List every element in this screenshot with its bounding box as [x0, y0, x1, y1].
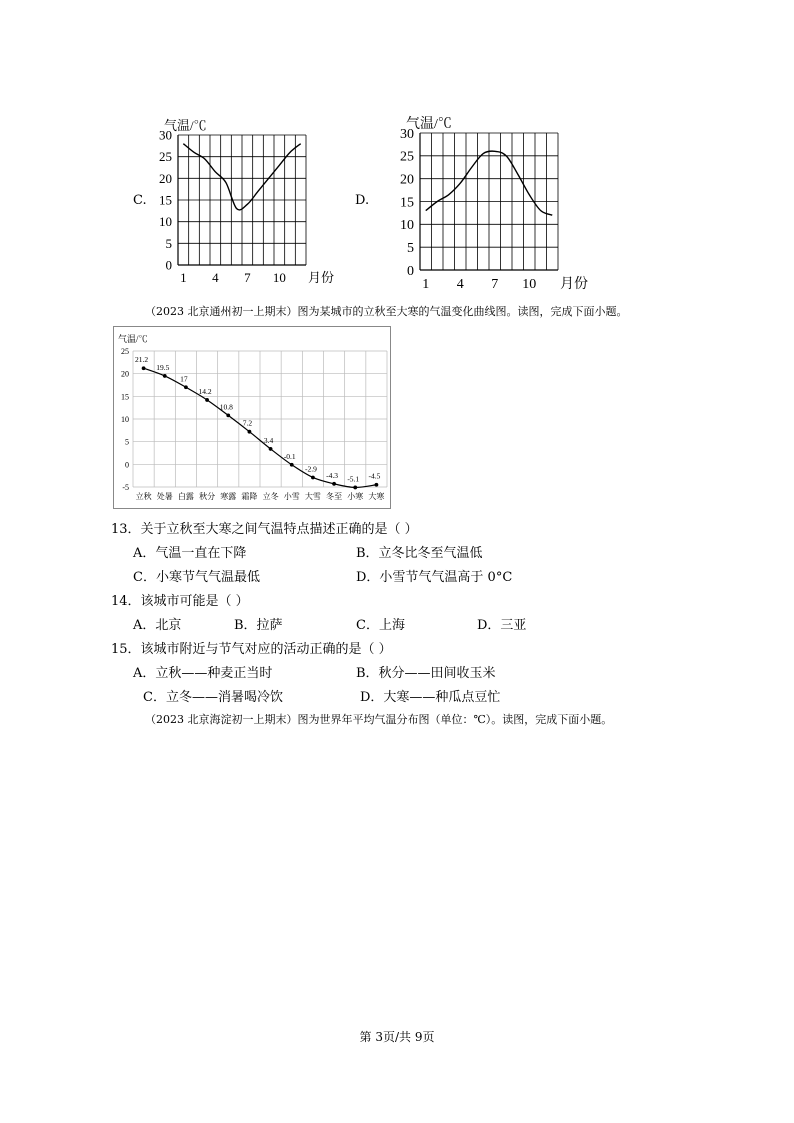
solar-chart-ytick-label: 20 [121, 369, 129, 379]
solar-chart-ylabel: 气温/℃ [118, 334, 148, 344]
chart-d-ytick-label: 30 [400, 126, 414, 142]
solar-chart-data-label: 19.5 [156, 362, 170, 372]
solar-chart-data-label: -0.1 [283, 451, 296, 461]
page-footer: 第 3页/共 9页 [359, 1030, 435, 1044]
solar-chart-ytick-label: 5 [125, 437, 129, 447]
solar-chart-category-label: 大雪 [304, 492, 321, 501]
question-15-option-a[interactable]: A．立秋——种麦正当时 [133, 666, 273, 681]
chart-d-ylabel: 气温/℃ [406, 117, 452, 132]
solar-chart-point [226, 413, 230, 417]
option-d-label: D. [355, 193, 370, 208]
solar-chart-point [163, 374, 167, 378]
chart-c-ytick-label: 5 [165, 235, 172, 251]
intro-text-1: （2023 北京通州初一上期末）图为某城市的立秋至大寒的气温变化曲线图。读图，完成下面小题。 [145, 305, 628, 318]
solar-chart-point [184, 385, 188, 389]
chart-d-ytick-label: 15 [400, 195, 414, 211]
chart-d-xlabel: 月份 [560, 277, 588, 292]
chart-d [395, 108, 588, 298]
solar-chart-ytick-label: -5 [122, 483, 129, 492]
question-13-option-d[interactable]: D．小雪节气气温高于 0°C [356, 570, 513, 585]
chart-c-xtick-label: 7 [244, 270, 251, 285]
chart-c-xtick-label: 1 [180, 270, 187, 285]
question-15-option-b[interactable]: B．秋分——田间收玉米 [356, 666, 496, 681]
solar-chart-data-label: -2.9 [304, 464, 317, 474]
chart-d-svg [395, 108, 588, 298]
solar-chart-point [269, 447, 273, 451]
question-14-option-a[interactable]: A．北京 [133, 618, 182, 633]
chart-d-xtick-label: 4 [456, 277, 464, 292]
question-14-option-d[interactable]: D．三亚 [477, 618, 527, 633]
chart-c-xtick-label: 4 [212, 270, 219, 285]
intro-text-2: （2023 北京海淀初一上期末）图为世界年平均气温分布图（单位：℃）。读图，完成下面小题。 [145, 713, 613, 726]
question-13-option-c[interactable]: C．小寒节气气温最低 [133, 570, 260, 585]
chart-d-ytick-label: 10 [400, 218, 414, 234]
solar-chart-category-label: 霜降 [241, 492, 258, 501]
chart-c-ytick-label: 20 [159, 170, 172, 186]
solar-chart-point [205, 398, 209, 402]
chart-c-xtick-label: 10 [272, 270, 286, 285]
solar-chart-data-label: 21.2 [135, 355, 149, 365]
chart-c-ytick-label: 10 [159, 214, 172, 230]
solar-chart-category-label: 白露 [177, 492, 194, 501]
question-13-stem: 13．关于立秋至大寒之间气温特点描述正确的是（ ） [111, 522, 418, 537]
solar-chart-point [375, 483, 379, 487]
solar-chart-point [353, 486, 357, 490]
solar-chart-ytick-label: 10 [121, 415, 129, 424]
question-13-option-b[interactable]: B．立冬比冬至气温低 [356, 546, 483, 561]
solar-chart-data-label: -5.1 [347, 474, 360, 484]
solar-chart-category-label: 大寒 [368, 492, 385, 501]
solar-chart-data-label: 14.2 [198, 386, 212, 396]
solar-chart-category-label: 寒露 [220, 492, 237, 501]
solar-chart-ytick-label: 15 [121, 392, 129, 402]
solar-chart-category-label: 立冬 [262, 492, 279, 501]
solar-chart-point [248, 430, 252, 434]
chart-d-ytick-label: 5 [407, 241, 414, 257]
solar-chart-ytick-label: 25 [121, 347, 129, 356]
solar-chart-ytick-label: 0 [125, 460, 129, 470]
chart-d-ytick-label: 25 [400, 149, 414, 165]
solar-chart-point [290, 463, 294, 467]
solar-chart-point [142, 366, 146, 370]
question-15-option-c[interactable]: C．立冬——消暑喝冷饮 [143, 690, 283, 705]
solar-term-chart [113, 326, 391, 509]
solar-chart-point [332, 482, 336, 486]
solar-chart-category-label: 小雪 [283, 492, 300, 501]
chart-c-ytick-label: 0 [165, 257, 172, 273]
solar-chart-category-label: 小寒 [347, 492, 364, 501]
chart-c-xlabel: 月份 [308, 270, 335, 285]
solar-chart-category-label: 处暑 [156, 492, 173, 501]
solar-chart-point [311, 476, 315, 480]
chart-d-xtick-label: 1 [422, 277, 430, 292]
solar-chart-category-label: 秋分 [199, 492, 216, 501]
chart-c-svg [150, 112, 340, 287]
chart-c [150, 112, 340, 287]
chart-d-ytick-label: 0 [407, 263, 414, 279]
solar-chart-data-label: 7.2 [242, 418, 253, 428]
chart-c-ytick-label: 30 [159, 127, 172, 143]
solar-chart-data-label: 10.8 [219, 402, 233, 412]
question-13-option-a[interactable]: A．气温一直在下降 [133, 546, 247, 561]
chart-d-xtick-label: 10 [522, 277, 537, 292]
question-14-option-b[interactable]: B．拉萨 [234, 618, 283, 633]
question-15-stem: 15．该城市附近与节气对应的活动正确的是（ ） [111, 642, 392, 657]
option-c-label: C. [133, 193, 147, 208]
question-15-option-d[interactable]: D．大寒——种瓜点豆忙 [360, 690, 501, 705]
chart-d-ytick-label: 20 [400, 172, 414, 188]
solar-chart-data-label: -4.5 [368, 471, 381, 481]
solar-chart-data-label: -4.3 [326, 470, 339, 480]
solar-chart-category-label: 冬至 [326, 492, 343, 501]
solar-term-chart-svg [113, 326, 391, 509]
chart-d-xtick-label: 7 [491, 277, 499, 292]
solar-chart-data-label: 3.4 [263, 435, 274, 445]
solar-chart-data-label: 17 [180, 374, 188, 384]
chart-c-ytick-label: 15 [159, 192, 172, 208]
chart-c-ytick-label: 25 [159, 149, 172, 165]
question-14-stem: 14．该城市可能是（ ） [111, 594, 249, 609]
chart-c-ylabel: 气温/℃ [164, 118, 207, 133]
question-14-option-c[interactable]: C．上海 [356, 618, 405, 633]
solar-chart-category-label: 立秋 [135, 492, 152, 501]
